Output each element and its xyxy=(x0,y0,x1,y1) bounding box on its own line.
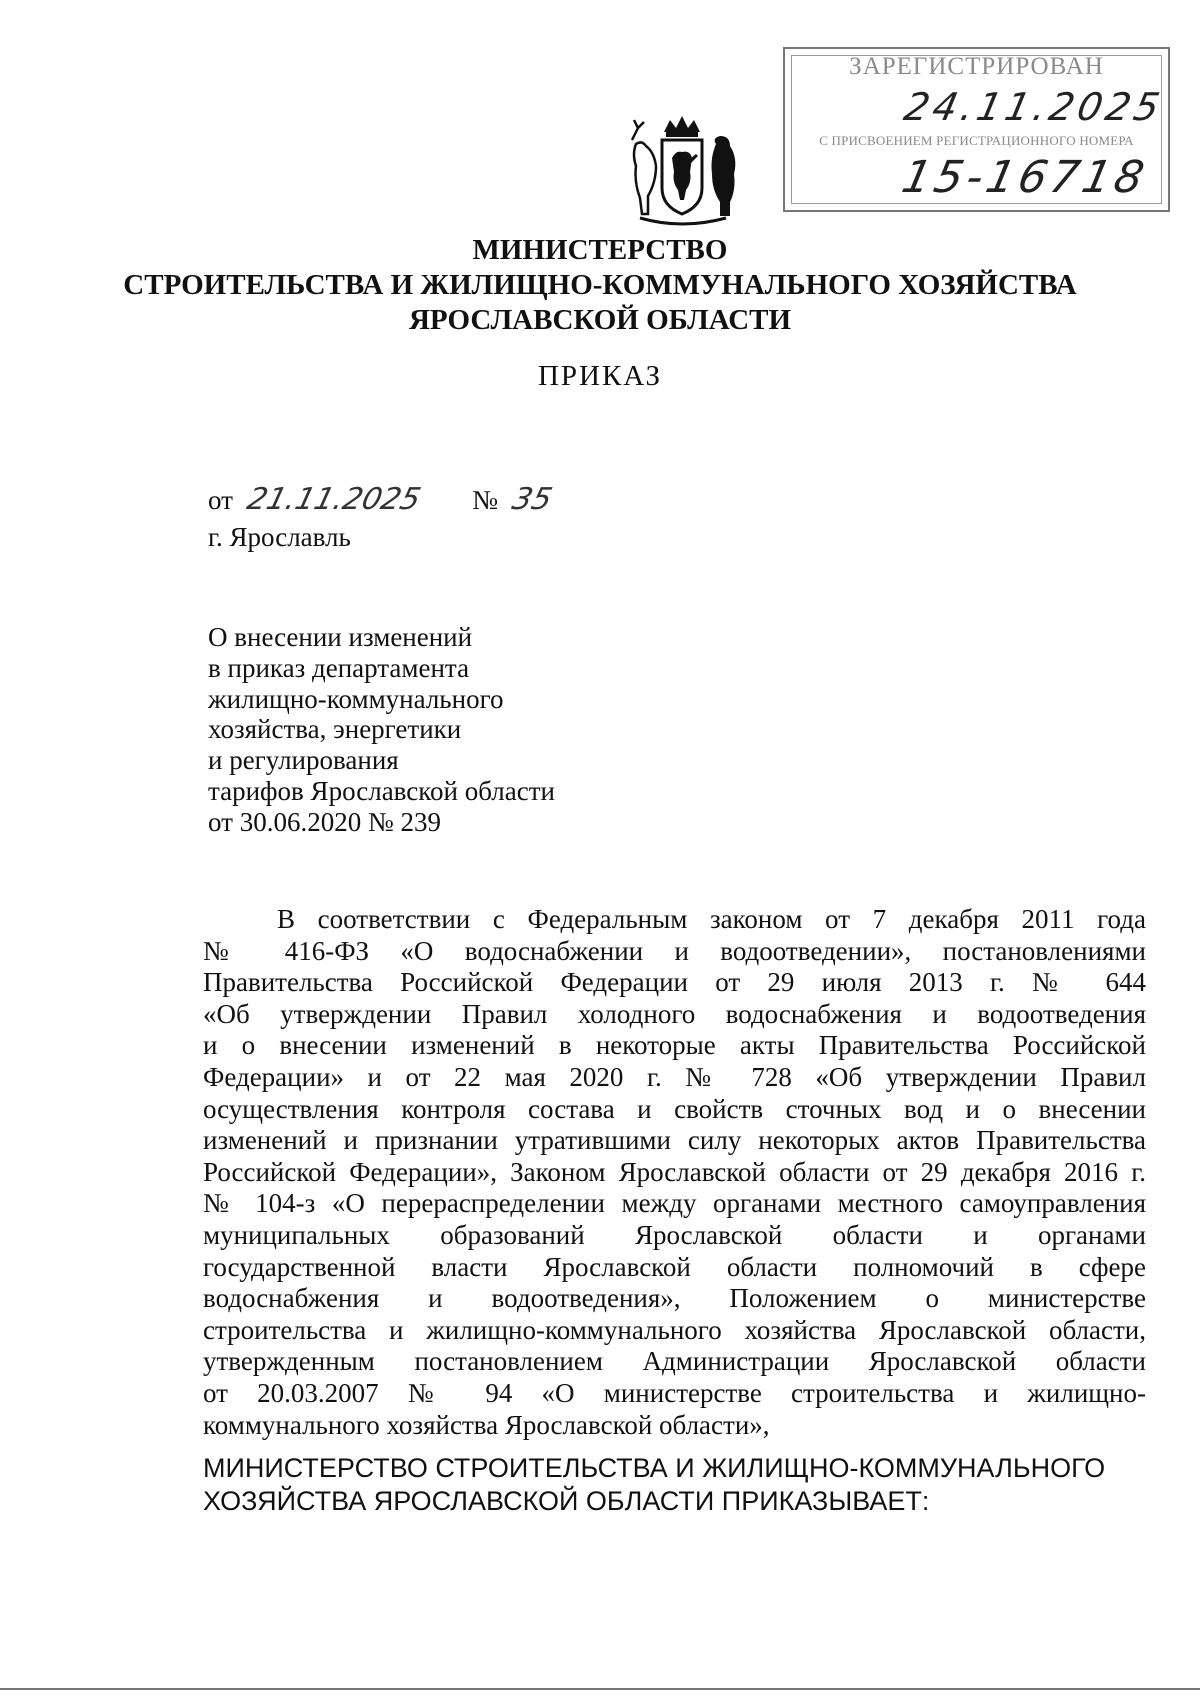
decision-line: МИНИСТЕРСТВО СТРОИТЕЛЬСТВА И ЖИЛИЩНО-КОММУНАЛЬНОГО xyxy=(203,1453,1106,1483)
preamble-text xyxy=(203,904,1146,1441)
registration-stamp xyxy=(783,47,1170,212)
document-date-line xyxy=(208,482,556,517)
document-type-title: ПРИКАЗ xyxy=(537,360,663,392)
stamp-registration-number: 15-16718 xyxy=(897,152,1153,203)
stamp-caption: С ПРИСВОЕНИЕМ РЕГИСТРАЦИОННОГО НОМЕРА xyxy=(819,133,1134,148)
subject-block xyxy=(208,622,628,838)
body-text-line: Правительства Российской Федерации от 29 июля 2013 г. № 644 xyxy=(203,967,1146,998)
body-text-line: муниципальных образований Ярославской области и органами xyxy=(203,1219,1146,1250)
body-text-line: Федерации» и от 22 мая 2020 г. № 728 «Об утверждении Правил xyxy=(203,1061,1146,1092)
coat-of-arms-icon xyxy=(620,110,745,235)
ordering-clause xyxy=(203,1452,1163,1518)
body-text-line: осуществления контроля состава и свойств сточных вод и о внесении xyxy=(203,1093,1146,1124)
body-text-line: № 416-ФЗ «О водоснабжении и водоотведении», постановлениями xyxy=(203,935,1146,966)
body-text-line: и о внесении изменений в некоторые акты Правительства Российской xyxy=(203,1030,1146,1061)
subject-line: в приказ департамента xyxy=(208,652,470,683)
date-prefix: от xyxy=(208,485,233,515)
subject-line: от 30.06.2020 № 239 xyxy=(208,806,441,837)
stamp-title: ЗАРЕГИСТРИРОВАН xyxy=(849,53,1104,80)
header-line-1: МИНИСТЕРСТВО xyxy=(472,234,728,266)
subject-line: хозяйства, энергетики xyxy=(208,714,462,745)
body-text-line: от 20.03.2007 № 94 «О министерстве строительства и жилищно- xyxy=(203,1377,1146,1408)
subject-line: и регулирования xyxy=(208,745,399,776)
body-text-line: В соответствии с Федеральным законом от 7 декабря 2011 года xyxy=(277,904,1146,934)
stamp-date: 24.11.2025 xyxy=(900,85,1168,129)
page-bottom-edge xyxy=(0,1688,1200,1690)
body-text-line: изменений и признании утратившими силу некоторых актов Правительства xyxy=(203,1125,1146,1156)
city: г. Ярославль xyxy=(208,522,351,552)
number-prefix: № xyxy=(472,485,498,515)
body-text-line: № 104-з «О перераспределении между органами местного самоуправления xyxy=(203,1188,1146,1219)
body-text-line: коммунального хозяйства Ярославской области», xyxy=(203,1409,770,1440)
subject-line: тарифов Ярославской области xyxy=(208,775,555,806)
body-text-line: водоснабжения и водоотведения», Положением о министерстве xyxy=(203,1283,1146,1314)
body-text-line: государственной власти Ярославской области полномочий в сфере xyxy=(203,1251,1146,1282)
decision-line: ХОЗЯЙСТВА ЯРОСЛАВСКОЙ ОБЛАСТИ ПРИКАЗЫВАЕТ: xyxy=(203,1486,930,1516)
handwritten-number: 35 xyxy=(508,482,556,517)
body-text-line: «Об утверждении Правил холодного водоснабжения и водоотведения xyxy=(203,998,1146,1029)
subject-line: жилищно-коммунального xyxy=(208,683,504,714)
header-line-3: ЯРОСЛАВСКОЙ ОБЛАСТИ xyxy=(408,304,792,336)
header-line-2: СТРОИТЕЛЬСТВА И ЖИЛИЩНО-КОММУНАЛЬНОГО ХОЗЯЙСТВА xyxy=(123,269,1077,301)
handwritten-date: 21.11.2025 xyxy=(243,482,424,517)
body-text-line: утвержденным постановлением Администрации Ярославской области xyxy=(203,1346,1146,1377)
body-text-line: строительства и жилищно-коммунального хозяйства Ярославской области, xyxy=(203,1314,1146,1345)
body-text-line: Российской Федерации», Законом Ярославской области от 29 декабря 2016 г. xyxy=(203,1156,1146,1187)
subject-line: О внесении изменений xyxy=(208,622,473,652)
